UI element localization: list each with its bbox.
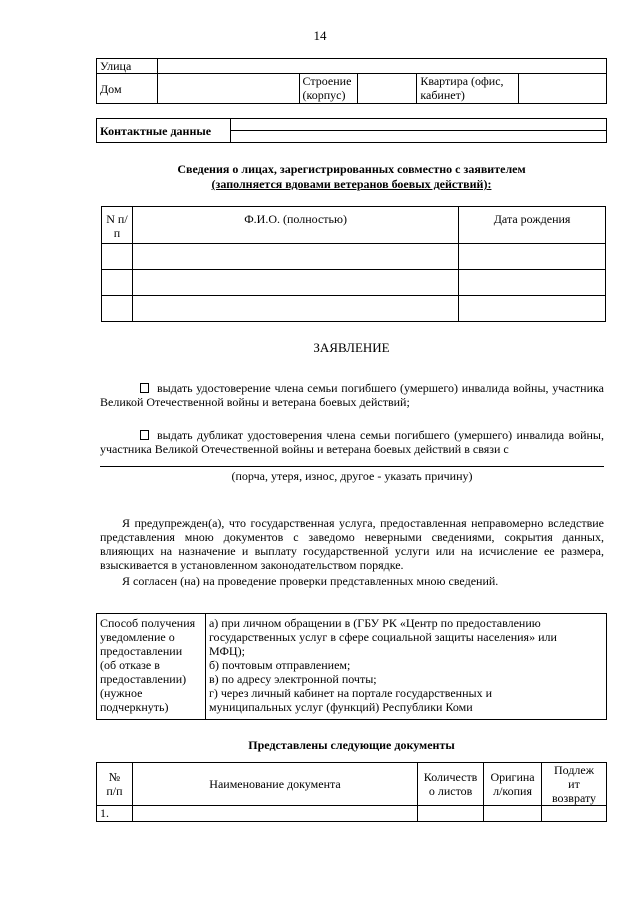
street-field[interactable] <box>157 59 606 74</box>
doc-col-return-line: Подлеж <box>554 763 595 777</box>
street-label: Улица <box>97 59 158 74</box>
delivery-option-line[interactable]: б) почтовым отправлением; <box>208 658 351 672</box>
delivery-option-line[interactable]: в) по адресу электронной почты; <box>208 672 377 686</box>
reason-line[interactable] <box>100 466 604 467</box>
contacts-field-2[interactable] <box>230 131 606 143</box>
house-label: Дом <box>97 74 158 104</box>
col-num-header: N п/п <box>102 207 133 244</box>
consent-text: Я согласен (на) на проведение проверки представленных мною сведений. <box>122 574 499 588</box>
delivery-label-line: (об отказе в <box>100 658 160 672</box>
doc-col-return-line: ит <box>568 777 580 791</box>
cell[interactable] <box>102 296 133 322</box>
delivery-table <box>96 613 607 720</box>
building-label: Строение (корпус) <box>299 74 357 104</box>
cohabitants-heading: Сведения о лицах, зарегистрированных совместно с заявителем <box>177 162 526 176</box>
cell[interactable] <box>542 806 607 822</box>
delivery-label-line: (нужное <box>100 686 143 700</box>
table-row <box>102 270 606 296</box>
delivery-options <box>205 614 606 720</box>
apartment-label: Квартира (офис, кабинет) <box>417 74 519 104</box>
table-row <box>102 296 606 322</box>
contacts-label: Контактные данные <box>97 119 231 143</box>
table-row <box>102 244 606 270</box>
delivery-option-line[interactable]: МФЦ); <box>208 644 245 658</box>
cell[interactable] <box>459 296 606 322</box>
cell[interactable] <box>132 270 458 296</box>
doc-col-num-line: № <box>108 770 121 784</box>
reason-hint: (порча, утеря, износ, другое - указать причину) <box>231 469 473 483</box>
apartment-field[interactable] <box>519 74 607 104</box>
statement-title: ЗАЯВЛЕНИЕ <box>313 340 390 355</box>
contacts-field-1[interactable] <box>230 119 606 131</box>
cohabitants-table <box>101 206 606 322</box>
cell[interactable] <box>459 244 606 270</box>
cell[interactable] <box>484 806 542 822</box>
delivery-option-line[interactable]: г) через личный кабинет на портале государственных и <box>208 686 493 700</box>
documents-table <box>96 762 607 822</box>
doc-row-num: 1. <box>97 806 133 822</box>
doc-col-orig-header <box>484 763 542 806</box>
option-1 <box>100 381 604 409</box>
option-2 <box>100 428 604 456</box>
doc-col-name-header: Наименование документа <box>132 763 417 806</box>
delivery-label <box>97 614 206 720</box>
table-row <box>97 806 607 822</box>
delivery-label-line: предоставлении) <box>100 672 187 686</box>
delivery-option-line[interactable]: государственных услуг в сфере социальной защиты населения» или <box>208 630 557 644</box>
doc-col-return-header <box>542 763 607 806</box>
documents-heading: Представлены следующие документы <box>248 738 455 752</box>
doc-col-count-header <box>418 763 484 806</box>
address-table <box>96 58 607 104</box>
delivery-label-line: предоставлении <box>100 644 183 658</box>
option-2-checkbox[interactable] <box>140 430 149 440</box>
delivery-option-line[interactable]: муниципальных услуг (функций) Республики Коми <box>208 700 473 714</box>
delivery-option-line[interactable]: а) при личном обращении в (ГБУ РК «Центр по предоставлению <box>208 616 541 630</box>
cell[interactable] <box>102 244 133 270</box>
col-name-header: Ф.И.О. (полностью) <box>132 207 458 244</box>
contacts-table <box>96 118 607 143</box>
cohabitants-subheading: (заполняется вдовами ветеранов боевых действий): <box>211 177 492 191</box>
cell[interactable] <box>459 270 606 296</box>
option-2-text: выдать дубликат удостоверения члена семьи погибшего (умершего) инвалида войны, участника Великой Отечественной войны и ветерана боевых действий в связи с <box>100 428 604 456</box>
doc-col-num-header <box>97 763 133 806</box>
warning-text: Я предупрежден(а), что государственная услуга, предоставленная неправомерно вследствие представления мною документов с заведомо неверными сведениями, сокрытия данных, влияющих на назначение и выплату государственной услуги или на исчисление ее размера, взыскивается в установленном законодательством порядке. <box>100 516 604 572</box>
option-1-text: выдать удостоверение члена семьи погибшего (умершего) инвалида войны, участника Великой Отечественной войны и ветерана боевых действий; <box>100 381 604 409</box>
doc-col-count-line: Количеств <box>423 770 478 784</box>
cell[interactable] <box>418 806 484 822</box>
delivery-label-line: Способ получения <box>100 616 196 630</box>
doc-col-orig-line: л/копия <box>493 784 532 798</box>
doc-col-return-line: возврату <box>551 791 597 805</box>
page-number: 14 <box>313 28 327 43</box>
col-birth-header: Дата рождения <box>459 207 606 244</box>
building-field[interactable] <box>357 74 417 104</box>
delivery-label-line: подчеркнуть) <box>100 700 169 714</box>
doc-col-num-line: п/п <box>106 784 123 798</box>
cell[interactable] <box>132 244 458 270</box>
cell[interactable] <box>102 270 133 296</box>
doc-col-count-line: о листов <box>428 784 473 798</box>
doc-col-orig-line: Оригина <box>490 770 535 784</box>
option-1-checkbox[interactable] <box>140 383 149 393</box>
cell[interactable] <box>132 806 417 822</box>
delivery-label-line: уведомление о <box>100 630 175 644</box>
cell[interactable] <box>132 296 458 322</box>
house-field[interactable] <box>157 74 299 104</box>
